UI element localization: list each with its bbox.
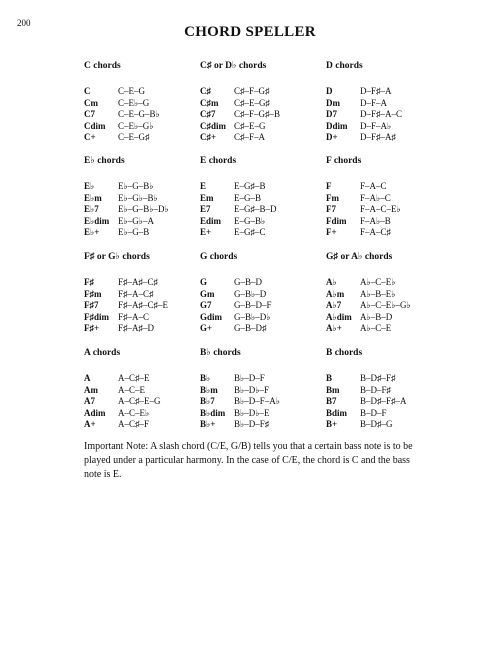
chord-name: F♯7	[84, 300, 99, 311]
chord-name: C♯7	[200, 109, 216, 120]
chord-name: A+	[84, 419, 96, 430]
chord-name: F	[326, 181, 332, 191]
chord-name: E7	[200, 204, 211, 215]
chord-name: C♯dim	[200, 120, 227, 131]
chord-name: C♯+	[200, 132, 217, 143]
chord-name: F7	[326, 204, 336, 215]
chord-list	[200, 277, 310, 335]
chord-name: A♭	[326, 277, 337, 287]
chord-name: A7	[84, 396, 95, 407]
chord-spelling: C–E♭–G	[118, 97, 150, 108]
chord-spelling: E♭–G–B	[118, 227, 150, 238]
chord-name: B♭7	[200, 396, 215, 407]
chord-name: B7	[326, 396, 337, 407]
chord-row	[200, 300, 310, 312]
chord-group	[200, 60, 310, 144]
chord-spelling: D–F♯–A–C	[360, 109, 403, 120]
chord-spelling: B♭–D–F♯	[234, 419, 270, 430]
chord-row	[84, 132, 194, 144]
chord-list	[200, 181, 310, 239]
chord-group-heading: D chords	[326, 61, 363, 71]
chord-row	[200, 312, 310, 324]
chord-spelling: E♭–G–B♭–D♭	[118, 204, 169, 215]
chord-row	[200, 132, 310, 144]
chord-group	[84, 251, 194, 335]
chord-spelling: B♭–D♭–F	[234, 384, 269, 395]
chord-row	[326, 385, 436, 397]
chord-group-heading: G chords	[200, 252, 238, 262]
chord-name: Edim	[200, 215, 222, 226]
chord-name: Cm	[84, 97, 98, 108]
chord-name: E♭dim	[84, 215, 110, 226]
chord-name: C	[84, 86, 91, 96]
chord-name: C+	[84, 132, 96, 143]
chord-name: E♭m	[84, 192, 102, 203]
chord-spelling: B♭–D♭–E	[234, 407, 270, 418]
chord-spelling: C♯–F–A	[234, 132, 266, 143]
chord-spelling: E♭–G♭–A	[118, 215, 154, 226]
chord-spelling: B♭–D–F	[234, 373, 265, 383]
chord-row	[326, 323, 436, 335]
chord-name: Ddim	[326, 120, 348, 131]
chord-row	[326, 98, 436, 110]
page-number: 200	[17, 18, 31, 28]
chord-spelling: F–A–C	[360, 181, 387, 191]
chord-row	[326, 300, 436, 312]
chord-row	[84, 204, 194, 216]
chord-spelling: E–G♯–B	[234, 181, 266, 191]
chord-group-heading: C chords	[84, 61, 121, 71]
chord-row	[84, 86, 194, 98]
chord-list	[84, 86, 194, 144]
chord-group	[326, 155, 436, 239]
chord-group-heading: F♯ or G♭ chords	[84, 252, 150, 262]
chord-name: E♭7	[84, 204, 99, 215]
chord-name: D+	[326, 132, 338, 143]
chord-name: Bm	[326, 384, 340, 395]
chord-row	[84, 385, 194, 397]
chord-spelling: F–A♭–C	[360, 192, 391, 203]
chord-group	[84, 347, 194, 431]
chord-group	[84, 60, 194, 144]
chord-group-heading: B chords	[326, 348, 363, 358]
chord-row	[84, 300, 194, 312]
chord-spelling: B♭–D–F–A♭	[234, 396, 280, 407]
chord-row	[84, 289, 194, 301]
chord-spelling: A♭–B–D	[360, 311, 393, 322]
chord-name: Gm	[200, 288, 215, 299]
chord-name: B♭m	[200, 384, 218, 395]
chord-row	[200, 323, 310, 335]
chord-row	[84, 419, 194, 431]
chord-name: C♯m	[200, 97, 219, 108]
chord-row	[200, 204, 310, 216]
chord-name: E+	[200, 227, 212, 238]
chord-name: D7	[326, 109, 337, 120]
chord-spelling: G–B–D–F	[234, 300, 272, 311]
chord-spelling: F♯–A–C	[118, 311, 150, 322]
chord-spelling: E♭–G♭–B♭	[118, 192, 158, 203]
chord-spelling: F–A–C–E♭	[360, 204, 401, 215]
chord-name: G7	[200, 300, 212, 311]
chord-spelling: B–D–F	[360, 407, 387, 418]
chord-row	[84, 312, 194, 324]
chord-spelling: B–D♯–F♯–A	[360, 396, 407, 407]
chord-row	[326, 408, 436, 420]
chord-spelling: G–B–D♯	[234, 323, 267, 334]
chord-row	[326, 86, 436, 98]
chord-list	[326, 277, 436, 335]
chord-spelling: B–D–F♯	[360, 384, 392, 395]
chord-name: G	[200, 277, 208, 287]
chord-name: E♭	[84, 181, 95, 191]
chord-row	[326, 419, 436, 431]
chord-row	[326, 181, 436, 193]
chord-group-heading: G♯ or A♭ chords	[326, 252, 393, 262]
chord-row	[326, 373, 436, 385]
chord-group-heading: E chords	[200, 156, 237, 166]
chord-group-heading: B♭ chords	[200, 348, 241, 358]
chord-group	[84, 155, 194, 239]
chord-spelling: F♯–A♯–C♯–E	[118, 300, 169, 311]
chord-name: Fdim	[326, 215, 347, 226]
chord-row	[84, 408, 194, 420]
chord-spelling: A–C–E	[118, 384, 145, 395]
chord-spelling: D–F♯–A	[360, 86, 392, 96]
chord-group-heading: A chords	[84, 348, 121, 358]
chord-name: A♭7	[326, 300, 342, 311]
chord-row	[200, 216, 310, 228]
chord-name: A♭+	[326, 323, 342, 334]
chord-spelling: C–E–G	[118, 86, 145, 96]
chord-spelling: C♯–F–G♯	[234, 86, 270, 96]
chord-group-heading: F chords	[326, 156, 362, 166]
chord-row	[326, 227, 436, 239]
chord-spelling: F–A–C♯	[360, 227, 392, 238]
chord-group	[326, 60, 436, 144]
chord-name: C♯	[200, 86, 211, 96]
chord-row	[84, 227, 194, 239]
chord-row	[200, 373, 310, 385]
chord-spelling: C♯–E–G♯	[234, 97, 270, 108]
chord-row	[200, 109, 310, 121]
chord-spelling: F♯–A♯–C♯	[118, 277, 159, 287]
chord-group	[200, 251, 310, 335]
chord-spelling: E–G–B♭	[234, 215, 266, 226]
chord-spelling: C♯–E–G	[234, 120, 266, 131]
chord-row	[200, 277, 310, 289]
chord-spelling: F–A♭–B	[360, 215, 391, 226]
chord-group	[326, 347, 436, 431]
chord-row	[326, 132, 436, 144]
chord-row	[200, 193, 310, 205]
chord-row	[200, 181, 310, 193]
chord-spelling: E♭–G–B♭	[118, 181, 154, 191]
chord-row	[84, 277, 194, 289]
chord-row	[200, 396, 310, 408]
chord-name: A♭m	[326, 288, 345, 299]
chord-row	[326, 277, 436, 289]
chord-name: Am	[84, 384, 98, 395]
chord-spelling: C♯–F–G♯–B	[234, 109, 281, 120]
chord-row	[200, 227, 310, 239]
chord-row	[200, 289, 310, 301]
chord-spelling: D–F–A♭	[360, 120, 392, 131]
chord-row	[200, 121, 310, 133]
chord-spelling: G–B♭–D	[234, 288, 267, 299]
chord-spelling: C–E–G–B♭	[118, 109, 160, 120]
chord-spelling: A♭–C–E♭–G♭	[360, 300, 411, 311]
chord-row	[326, 396, 436, 408]
chord-spelling: A♭–C–E♭	[360, 277, 396, 287]
page-title: CHORD SPELLER	[184, 24, 316, 40]
chord-row	[200, 98, 310, 110]
chord-group	[200, 347, 310, 431]
chord-row	[326, 312, 436, 324]
chord-name: C7	[84, 109, 95, 120]
chord-row	[326, 109, 436, 121]
chord-name: F♯+	[84, 323, 100, 334]
chord-name: F♯	[84, 277, 94, 287]
chord-row	[326, 193, 436, 205]
chord-name: B♭	[200, 373, 211, 383]
chord-row	[326, 216, 436, 228]
chord-spelling: C–E♭–G♭	[118, 120, 154, 131]
chord-name: Bdim	[326, 407, 348, 418]
chord-name: F♯m	[84, 288, 102, 299]
chord-row	[84, 323, 194, 335]
chord-name: Cdim	[84, 120, 106, 131]
chord-group	[200, 155, 310, 239]
chord-name: B+	[326, 419, 338, 430]
chord-row	[84, 121, 194, 133]
chord-name: G+	[200, 323, 213, 334]
chord-name: A	[84, 373, 91, 383]
important-note: Important Note: A slash chord (C/E, G/B) tells you that a certain bass note is to be played under a particular harmony. In the case of C/E, the chord is C and the bass note is E.	[84, 441, 413, 480]
chord-group-heading: E♭ chords	[84, 156, 125, 166]
chord-row	[200, 419, 310, 431]
chord-list	[200, 86, 310, 144]
chord-list	[326, 86, 436, 144]
chord-group-heading: C♯ or D♭ chords	[200, 61, 267, 71]
chord-group	[326, 251, 436, 335]
chord-name: B♭+	[200, 419, 216, 430]
chord-row	[200, 86, 310, 98]
chord-spelling: A–C♯–E	[118, 373, 150, 383]
chord-spelling: B–D♯–G	[360, 419, 393, 430]
chord-name: F+	[326, 227, 337, 238]
chord-list	[84, 277, 194, 335]
chord-row	[326, 121, 436, 133]
chord-spelling: A♭–C–E	[360, 323, 392, 334]
chord-spelling: E–G–B	[234, 192, 261, 203]
chord-name: E	[200, 181, 207, 191]
chord-name: E♭+	[84, 227, 100, 238]
chord-row	[84, 396, 194, 408]
chord-name: Gdim	[200, 311, 223, 322]
chord-list	[326, 373, 436, 431]
chord-name: F♯dim	[84, 311, 110, 322]
chord-list	[200, 373, 310, 431]
chord-name: Adim	[84, 407, 106, 418]
chord-row	[84, 373, 194, 385]
chord-spelling: D–F–A	[360, 97, 388, 108]
chord-spelling: G–B–D	[234, 277, 263, 287]
chord-spelling: E–G♯–B–D	[234, 204, 277, 215]
chord-list	[326, 181, 436, 239]
chord-spelling: B–D♯–F♯	[360, 373, 396, 383]
chord-spelling: A–C–E♭	[118, 407, 150, 418]
chord-spelling: E–G♯–C	[234, 227, 266, 238]
chord-spelling: D–F♯–A♯	[360, 132, 397, 143]
chord-spelling: F♯–A–C♯	[118, 288, 154, 299]
chord-spelling: C–E–G♯	[118, 132, 150, 143]
chord-row	[84, 98, 194, 110]
chord-row	[84, 109, 194, 121]
chord-row	[200, 385, 310, 397]
chord-spelling: A–C♯–F	[118, 419, 150, 430]
chord-spelling: F♯–A♯–D	[118, 323, 155, 334]
chord-spelling: A–C♯–E–G	[118, 396, 161, 407]
chord-name: B♭dim	[200, 407, 226, 418]
chord-name: Dm	[326, 97, 340, 108]
chord-row	[326, 204, 436, 216]
chord-list	[84, 181, 194, 239]
chord-name: Em	[200, 192, 214, 203]
chord-row	[84, 181, 194, 193]
chord-list	[84, 373, 194, 431]
chord-name: B	[326, 373, 333, 383]
chord-row	[200, 408, 310, 420]
chord-name: D	[326, 86, 333, 96]
chord-name: Fm	[326, 192, 339, 203]
chord-row	[84, 193, 194, 205]
chord-name: A♭dim	[326, 311, 352, 322]
chord-row	[84, 216, 194, 228]
chord-spelling: A♭–B–E♭	[360, 288, 396, 299]
chord-spelling: G–B♭–D♭	[234, 311, 271, 322]
chord-row	[326, 289, 436, 301]
